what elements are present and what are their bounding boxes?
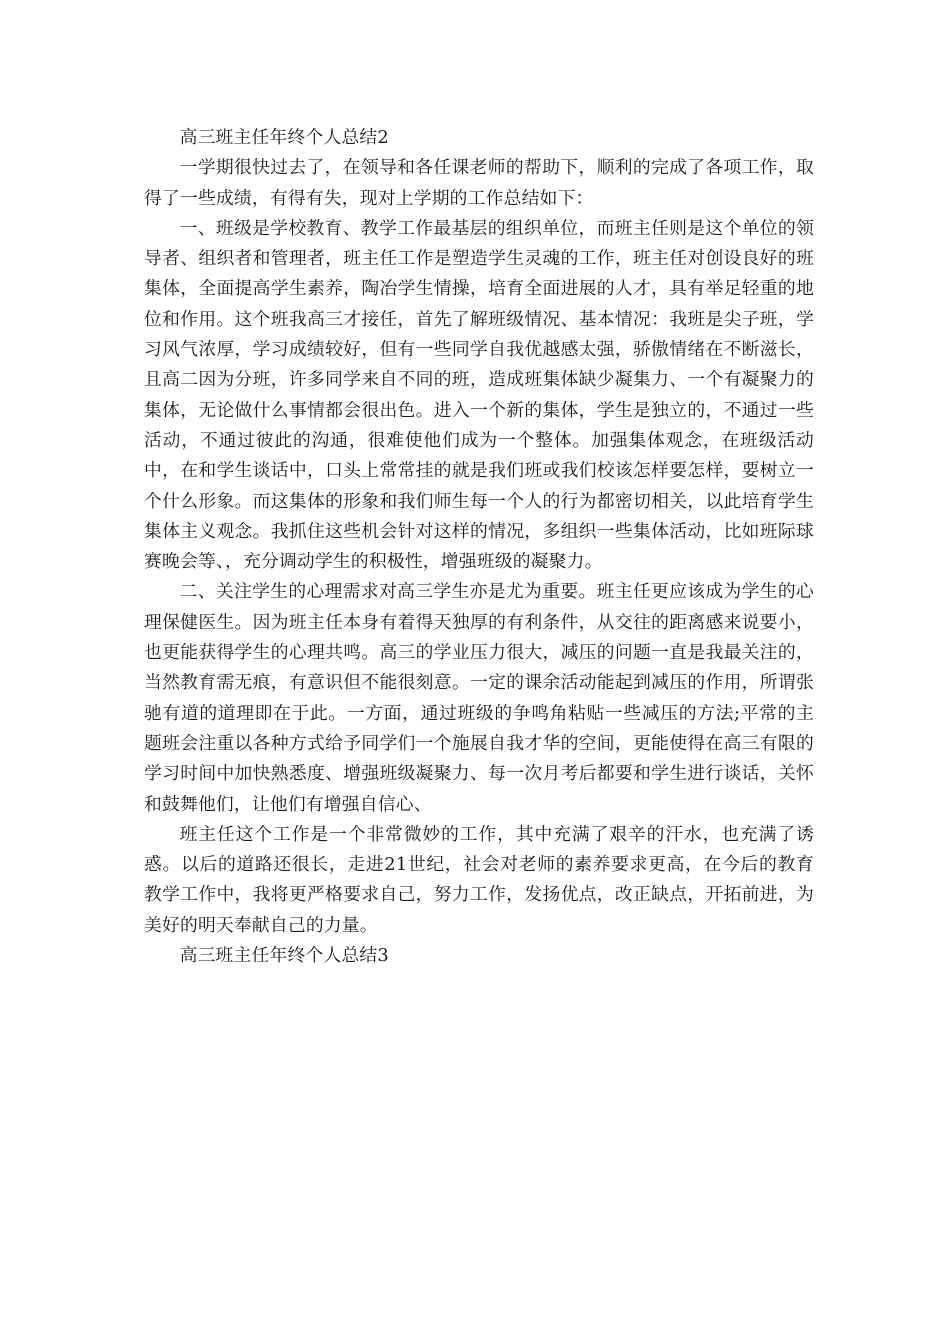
paragraph-conclusion: 班主任这个工作是一个非常微妙的工作，其中充满了艰辛的汗水，也充满了诱惑。以后的道路还很长，走进21世纪，社会对老师的素养要求更高，在今后的教育教学工作中，我将更严格要求自己，努力工作，发扬优点，改正缺点，开拓前进，为美好的明天奉献自己的力量。: [144, 823, 814, 936]
section-heading-3: 高三班主任年终个人总结3: [179, 945, 389, 967]
paragraph-class-collective: 一、班级是学校教育、教学工作最基层的组织单位，而班主任则是这个单位的领导者、组织者和管理者，班主任工作是塑造学生灵魂的工作，班主任对创设良好的班集体，全面提高学生素养，陶冶学生情操，培育全面进展的人才，具有举足轻重的地位和作用。这个班我高三才接任，首先了解班级情况、基本情况：我班是尖子班，学习风气浓厚，学习成绩较好，但有一些同学自我优越感太强，骄傲情绪在不断滋长，且高二因为分班，许多同学来自不同的班，造成班集体缺少凝集力、一个有凝聚力的集体，无论做什么事情都会很出色。进入一个新的集体，学生是独立的，不通过一些活动，不通过彼此的沟通，很难使他们成为一个整体。加强集体观念，在班级活动中，在和学生谈话中，口头上常常挂的就是我们班或我们校该怎样要怎样，要树立一个什么形象。而这集体的形象和我们师生每一个人的行为都密切相关，以此培育学生集体主义观念。我抓住这些机会针对这样的情况，多组织一些集体活动，比如班际球赛晚会等、，充分调动学生的积极性，增强班级的凝聚力。: [144, 217, 814, 573]
document-body: [144, 123, 814, 971]
paragraph-intro: 一学期很快过去了，在领导和各任课老师的帮助下，顺利的完成了各项工作，取得了一些成绩，有得有失，现对上学期的工作总结如下：: [144, 157, 814, 209]
paragraph-psychology: 二、关注学生的心理需求对高三学生亦是尤为重要。班主任更应该成为学生的心理保健医生。因为班主任本身有着得天独厚的有利条件，从交往的距离感来说要小，也更能获得学生的心理共鸣。高三的学业压力很大，减压的问题一直是我最关注的，当然教育需无痕，有意识但不能很刻意。一定的课余活动能起到减压的作用，所谓张驰有道的道理即在于此。一方面，通过班级的争鸣角粘贴一些减压的方法;平常的主题班会注重以各种方式给予同学们一个施展自我才华的空间，更能使得在高三有限的学习时间中加快熟悉度、增强班级凝聚力、每一次月考后都要和学生进行谈话，关怀和鼓舞他们，让他们有增强自信心、: [144, 581, 814, 815]
section-heading-2: 高三班主任年终个人总结2: [179, 127, 389, 148]
